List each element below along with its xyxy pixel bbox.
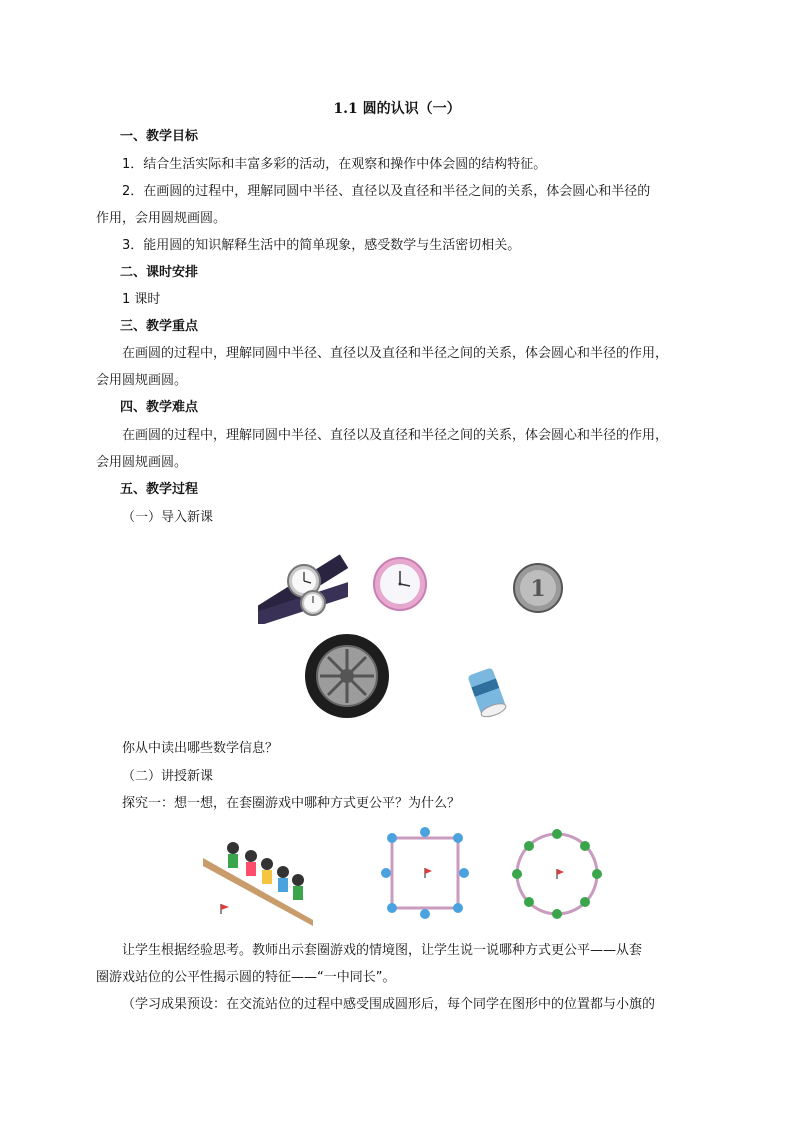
goal-2-line-1: 2．在画圆的过程中，理解同圆中半径、直径以及直径和半径之间的关系，体会圆心和半径的: [122, 184, 651, 199]
line-game-image: [203, 826, 313, 926]
think-line-1: 让学生根据经验思考。教师出示套圈游戏的情境图，让学生说一说哪种方式更公平——从套: [122, 943, 643, 958]
part-2-heading: （二）讲授新课: [122, 769, 214, 784]
process-heading: 五、教学过程: [120, 482, 199, 497]
think-line-2: 圈游戏站位的公平性揭示圆的特征——“一中同长”。: [96, 970, 396, 985]
key-points-heading: 三、教学重点: [120, 319, 199, 334]
schedule-text: 1 课时: [122, 292, 161, 307]
coin-image: [512, 562, 564, 614]
part-1-heading: （一）导入新课: [122, 510, 214, 525]
goal-1: 1．结合生活实际和丰富多彩的活动，在观察和操作中体会圆的结构特征。: [122, 157, 547, 172]
goals-heading: 一、教学目标: [120, 129, 199, 144]
goal-3: 3．能用圆的知识解释生活中的简单现象，感受数学与生活密切相关。: [122, 238, 521, 253]
preset-line: （学习成果预设：在交流站位的过程中感受围成圆形后，每个同学在图形中的位置都与小旗的: [122, 997, 656, 1012]
can-image: [466, 664, 510, 720]
square-game-image: [380, 826, 470, 922]
clock-image: [372, 556, 428, 612]
key-points-line-2: 会用圆规画圆。: [96, 373, 188, 388]
key-points-line-1: 在画圆的过程中，理解同圆中半径、直径以及直径和半径之间的关系，体会圆心和半径的作用，: [122, 346, 669, 361]
coin-digit: 1: [530, 576, 546, 602]
difficulty-line-2: 会用圆规画圆。: [96, 455, 188, 470]
watch-image: [258, 552, 348, 624]
difficulty-line-1: 在画圆的过程中，理解同圆中半径、直径以及直径和半径之间的关系，体会圆心和半径的作用，: [122, 428, 669, 443]
circle-game-image: [505, 824, 609, 924]
explore-1-text: 探究一：想一想，在套圈游戏中哪种方式更公平？为什么？: [122, 796, 461, 811]
goal-2-line-2: 作用，会用圆规画圆。: [96, 211, 227, 226]
schedule-heading: 二、课时安排: [120, 265, 199, 280]
question-text: 你从中读出哪些数学信息？: [122, 741, 279, 756]
tire-image: [304, 633, 390, 719]
page-title: 1.1 圆的认识（一）: [333, 101, 461, 117]
difficulty-heading: 四、教学难点: [120, 400, 199, 415]
